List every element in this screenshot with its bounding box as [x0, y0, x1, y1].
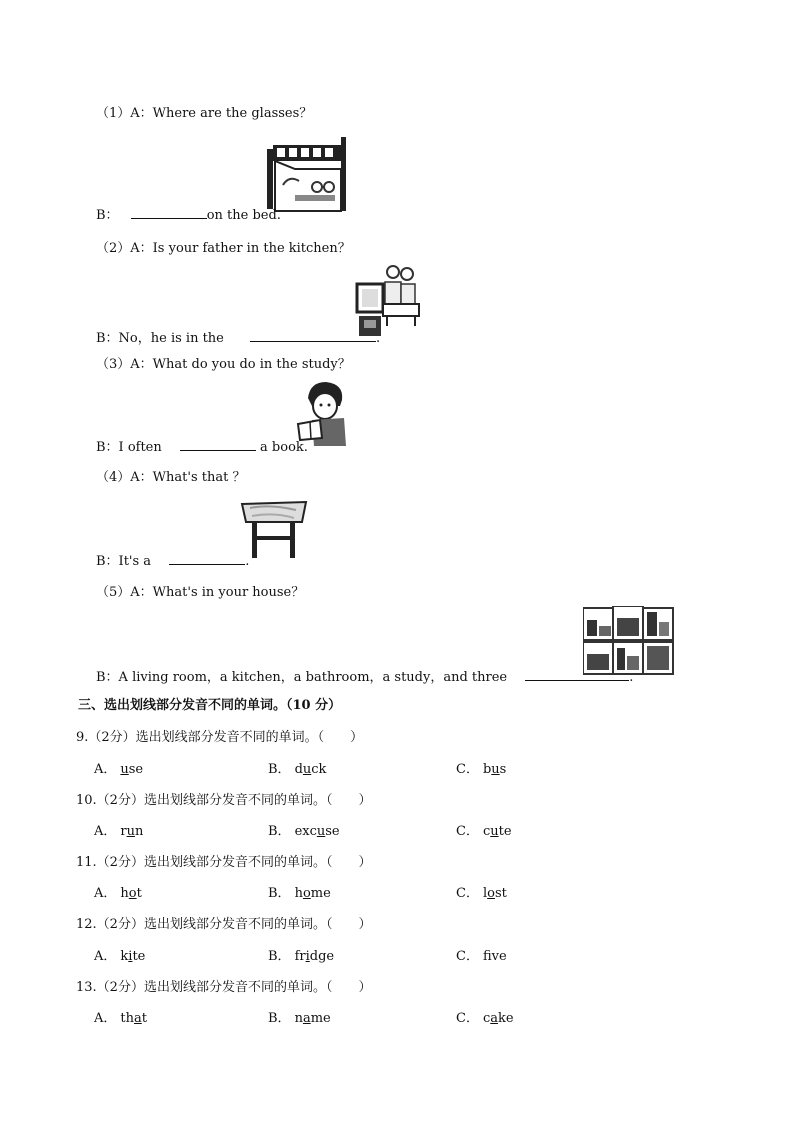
option-label: A．	[94, 1011, 117, 1026]
dialogue-3-answer-prefix: B：I often	[96, 440, 162, 455]
option-word-end: ke	[498, 1011, 514, 1026]
option-word-start: b	[482, 762, 492, 777]
option-underlined-letter: a	[302, 1011, 311, 1026]
dialogue-3-question: （3）A：What do you do in the study？	[96, 357, 351, 372]
dialogue-5-answer-prefix: B：A living room，a kitchen，a bathroom，a study，and three	[96, 670, 508, 685]
option-label: A．	[94, 949, 117, 964]
option-word-start: c	[482, 1011, 491, 1026]
dialogue-4-answer-blank[interactable]	[169, 550, 245, 565]
option-word-end: s	[499, 762, 507, 777]
option-word-end: dge	[309, 949, 335, 964]
question-13-option-c[interactable]	[456, 1007, 514, 1026]
option-word-end: t	[136, 886, 142, 901]
option-word-start: h	[120, 886, 129, 901]
dialogue-4-answer-prefix: B：It's a	[96, 554, 152, 569]
option-label: C．	[456, 1011, 479, 1026]
option-word-start: f	[482, 949, 492, 964]
option-underlined-letter: a	[134, 1011, 142, 1026]
option-underlined-letter: u	[490, 824, 499, 839]
option-word-start: r	[120, 824, 127, 839]
option-label: C．	[456, 824, 479, 839]
dialogue-5-answer	[96, 666, 633, 685]
option-underlined-letter: i	[305, 949, 310, 964]
option-word-start: exc	[294, 824, 317, 839]
option-word-start: c	[482, 824, 491, 839]
dialogue-1-answer-prefix: B：	[96, 208, 119, 223]
option-underlined-letter: a	[490, 1011, 498, 1026]
option-word-end: ck	[311, 762, 327, 777]
option-label: B．	[268, 886, 291, 901]
question-11-option-a[interactable]	[94, 882, 142, 901]
option-label: B．	[268, 824, 291, 839]
option-word-end: te	[498, 824, 512, 839]
question-11-stem: 11.（2分）选出划线部分发音不同的单词。（ ）	[76, 855, 372, 870]
option-word-start: l	[482, 886, 488, 901]
dialogue-2-answer	[96, 327, 380, 346]
option-label: C．	[456, 762, 479, 777]
option-underlined-letter: u	[126, 824, 135, 839]
dialogue-1-answer	[96, 204, 281, 223]
option-label: B．	[268, 1011, 291, 1026]
option-word-start: k	[120, 949, 129, 964]
question-10-option-b[interactable]	[268, 820, 340, 839]
dialogue-1-answer-suffix: on the bed.	[206, 208, 281, 223]
question-9-option-b[interactable]	[268, 758, 326, 777]
question-12-stem: 12.（2分）选出划线部分发音不同的单词。（ ）	[76, 917, 372, 932]
option-label: C．	[456, 949, 479, 964]
question-9-stem: 9.（2分）选出划线部分发音不同的单词。（ ）	[76, 730, 364, 745]
option-word-end: me	[310, 886, 331, 901]
option-label: A．	[94, 886, 117, 901]
dialogue-1-answer-blank[interactable]	[131, 204, 207, 219]
dialogue-4-answer	[96, 550, 249, 569]
question-13-option-a[interactable]	[94, 1007, 147, 1026]
dialogue-5-answer-blank[interactable]	[525, 666, 629, 681]
option-word-end: t	[141, 1011, 147, 1026]
option-word-start: n	[294, 1011, 303, 1026]
option-word-end: te	[132, 949, 146, 964]
question-11-option-c[interactable]	[456, 882, 507, 901]
option-word-end: st	[494, 886, 507, 901]
option-word-start: th	[120, 1011, 134, 1026]
option-label: A．	[94, 762, 117, 777]
section-3-title: 三、选出划线部分发音不同的单词。（10 分）	[78, 698, 342, 713]
bed-picture	[265, 135, 347, 213]
option-word-end: n	[134, 824, 144, 839]
question-12-option-a[interactable]	[94, 945, 145, 964]
question-9-option-c[interactable]	[456, 758, 506, 777]
dialogue-3-answer-suffix: a book.	[260, 440, 308, 455]
option-underlined-letter: u	[491, 762, 500, 777]
option-underlined-letter: o	[128, 886, 137, 901]
option-word-end: se	[128, 762, 144, 777]
option-label: B．	[268, 949, 291, 964]
option-word-start: h	[294, 886, 303, 901]
question-10-option-c[interactable]	[456, 820, 512, 839]
option-underlined-letter: u	[120, 762, 129, 777]
dialogue-2-answer-suffix: .	[376, 331, 381, 346]
option-label: C．	[456, 886, 479, 901]
question-13-stem: 13.（2分）选出划线部分发音不同的单词。（ ）	[76, 980, 372, 995]
option-label: A．	[94, 824, 117, 839]
dialogue-5-answer-suffix: .	[629, 670, 634, 685]
question-9-option-a[interactable]	[94, 758, 143, 777]
option-underlined-letter: u	[316, 824, 326, 839]
dialogue-4-question: （4）A：What's that ？	[96, 470, 246, 485]
question-10-stem: 10.（2分）选出划线部分发音不同的单词。（ ）	[76, 793, 372, 808]
question-12-option-b[interactable]	[268, 945, 334, 964]
option-word-end: se	[325, 824, 340, 839]
dialogue-2-question: （2）A：Is your father in the kitchen？	[96, 241, 351, 256]
table-picture	[240, 498, 308, 560]
dialogue-5-question: （5）A：What's in your house？	[96, 585, 305, 600]
dialogue-2-answer-blank[interactable]	[250, 327, 376, 342]
option-underlined-letter: o	[487, 886, 495, 901]
question-10-option-a[interactable]	[94, 820, 143, 839]
option-underlined-letter: u	[302, 762, 312, 777]
option-underlined-letter: o	[302, 886, 311, 901]
option-word-end: ve	[491, 949, 507, 964]
option-word-start: d	[294, 762, 303, 777]
dialogue-4-answer-suffix: .	[245, 554, 250, 569]
dialogue-3-answer	[96, 436, 308, 455]
dialogue-2-answer-prefix: B：No，he is in the	[96, 331, 224, 346]
question-13-option-b[interactable]	[268, 1007, 331, 1026]
option-underlined-letter: i	[128, 949, 133, 964]
question-11-option-b[interactable]	[268, 882, 331, 901]
question-12-option-c[interactable]	[456, 945, 507, 964]
option-label: B．	[268, 762, 291, 777]
option-word-end: me	[310, 1011, 331, 1026]
dialogue-3-answer-blank[interactable]	[180, 436, 256, 451]
option-word-start: fr	[294, 949, 306, 964]
dialogue-1-question: （1）A：Where are the glasses？	[96, 106, 313, 121]
